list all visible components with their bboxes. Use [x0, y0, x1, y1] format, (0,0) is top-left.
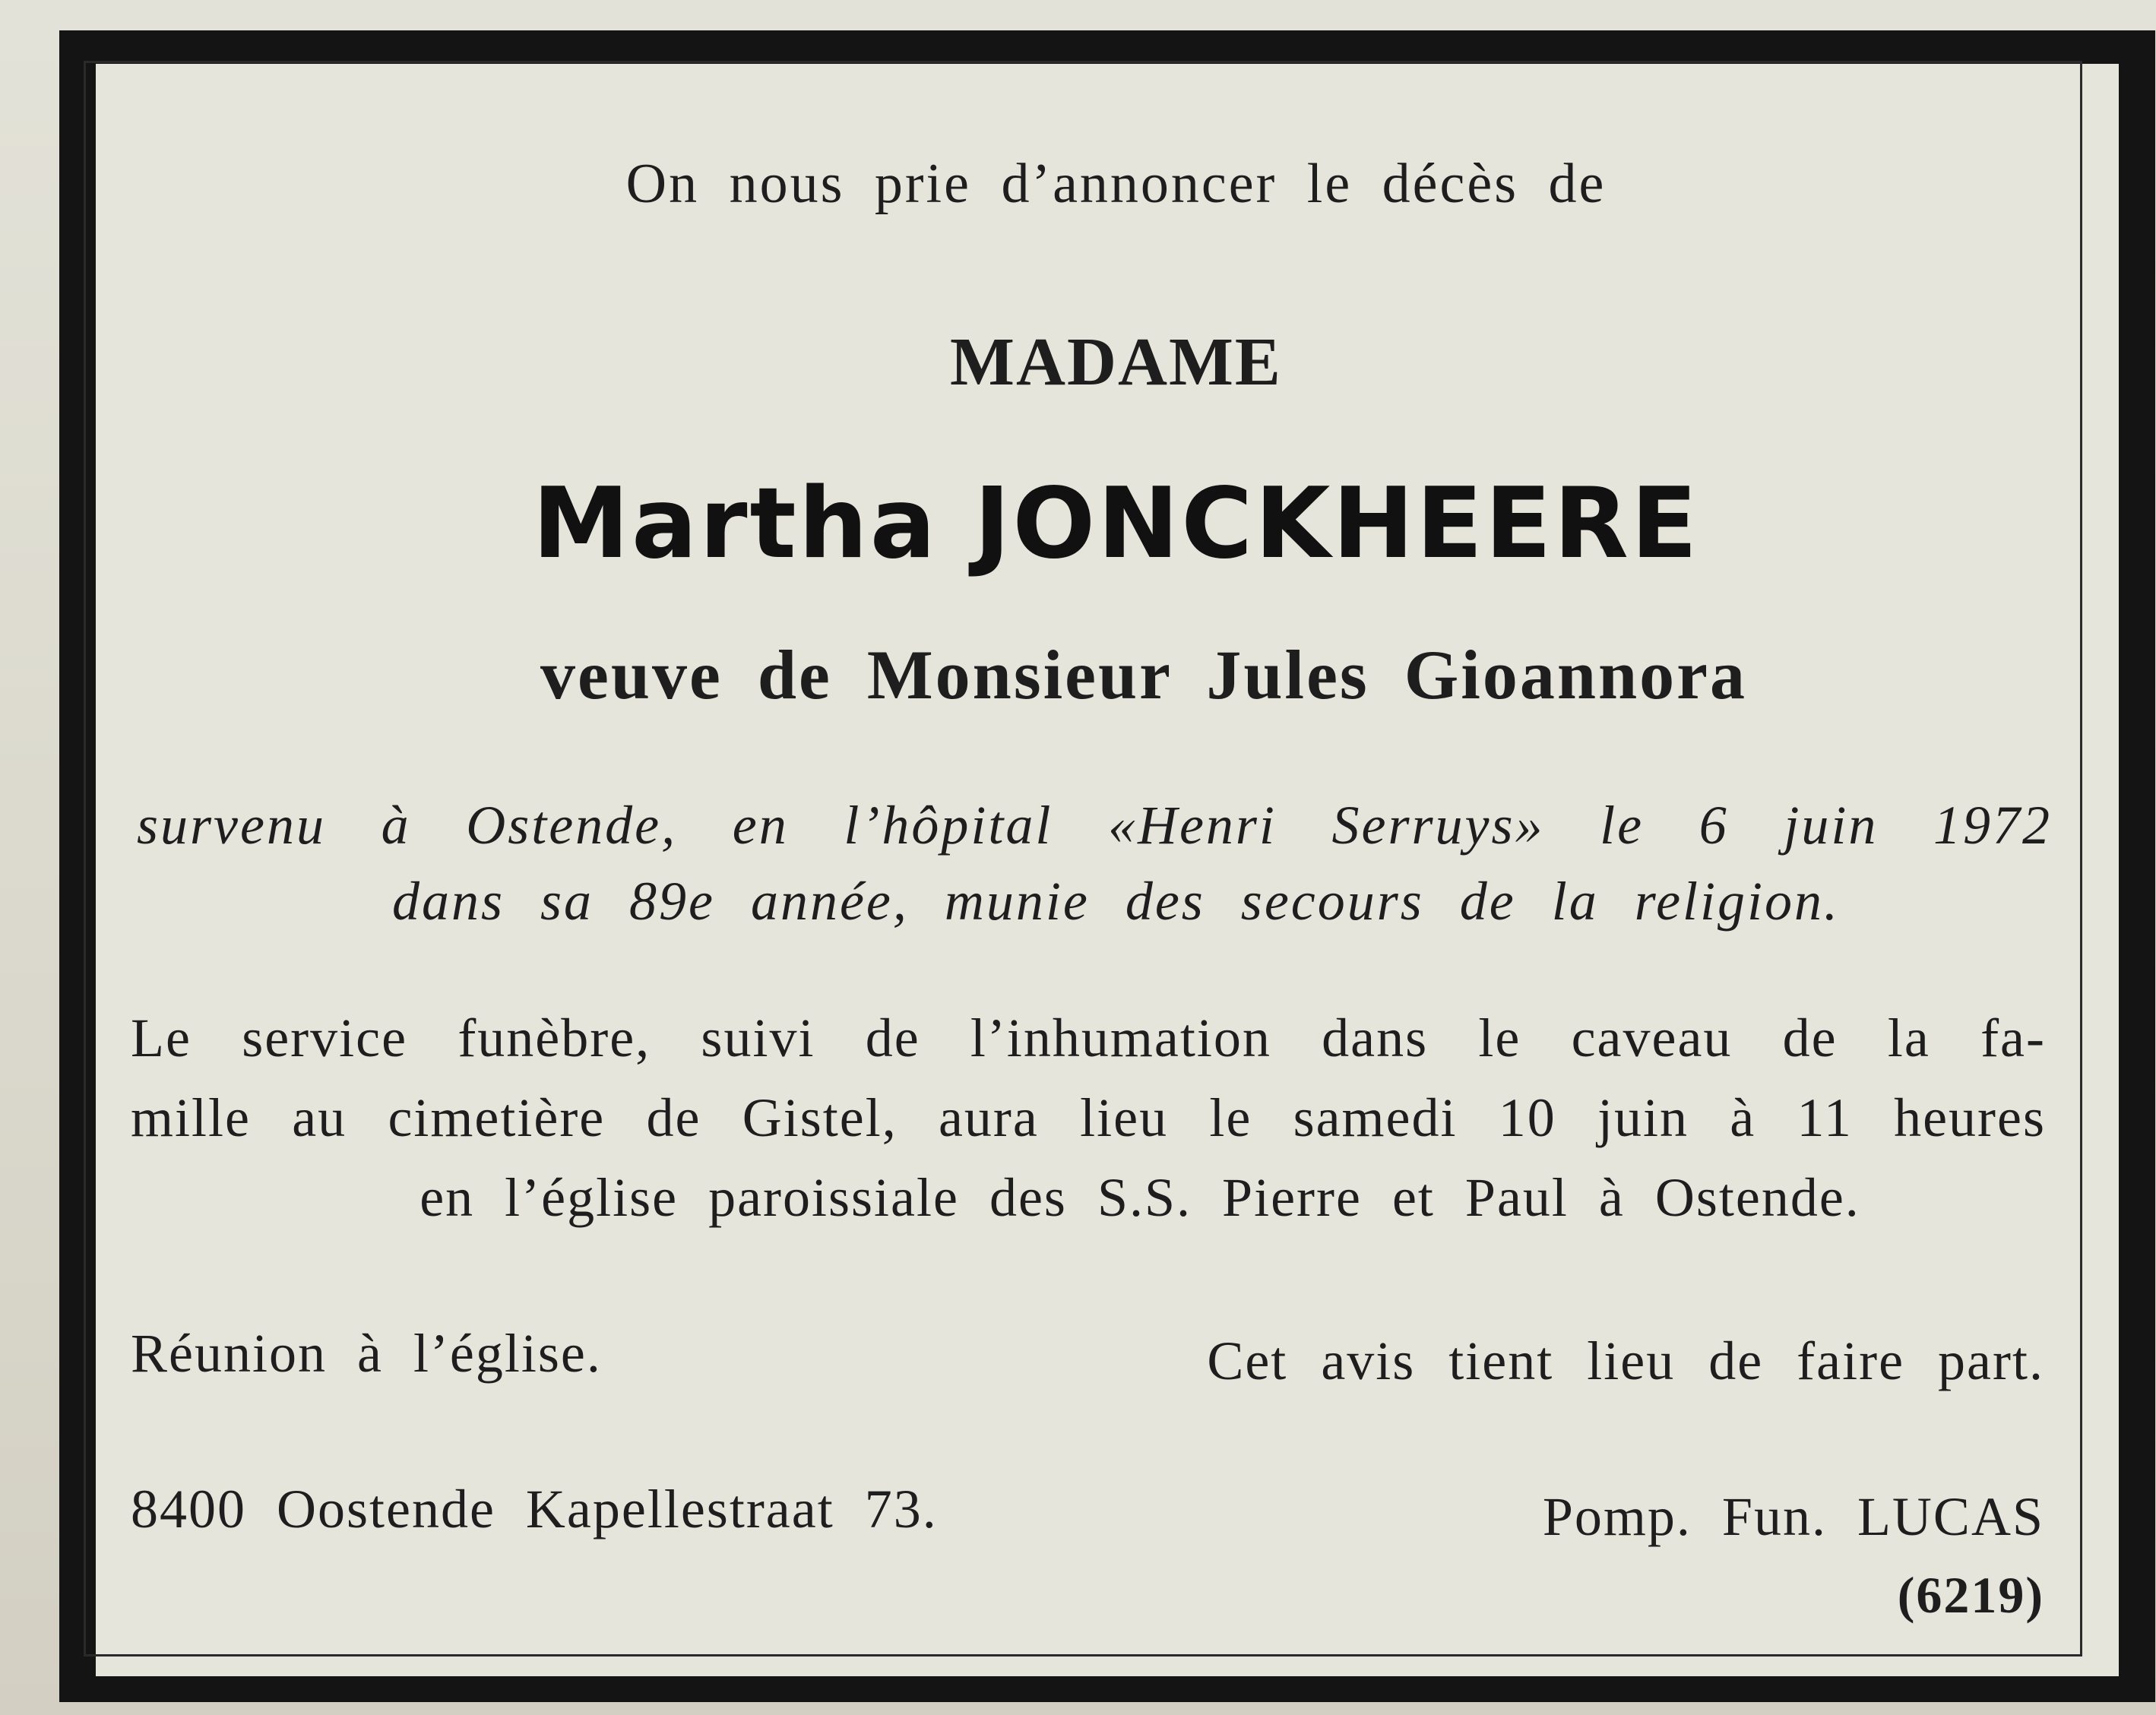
- service-line-1: Le service funèbre, suivi de l’inhumation dans le caveau de la fa-: [131, 1008, 2046, 1068]
- reference-number: (6219): [1897, 1566, 2044, 1624]
- widow-of-text: veuve de Monsieur Jules Gioannora: [540, 636, 1748, 714]
- intro-text: On nous prie d’annoncer le décès de: [625, 153, 1607, 215]
- address-text: 8400 Oostende Kapellestraat 73.: [131, 1479, 938, 1539]
- meeting-note: Réunion à l’église.: [131, 1323, 602, 1384]
- death-details-line-2: dans sa 89e année, munie des secours de la religion.: [391, 871, 1841, 932]
- service-line-2: mille au cimetière de Gistel, aura lieu le samedi 10 juin à 11 heures: [131, 1087, 2046, 1148]
- notice-note: Cet avis tient lieu de faire part.: [1207, 1331, 2044, 1391]
- mourning-border-frame: [59, 30, 2155, 1702]
- death-details-line-1: survenu à Ostende, en l’hôpital «Henri Serruys» le 6 juin 1972: [137, 795, 2052, 856]
- undertaker-text: Pomp. Fun. LUCAS: [1542, 1486, 2044, 1547]
- title-text: MADAME: [950, 324, 1282, 400]
- service-line-3: en l’église paroissiale des S.S. Pierre et Paul à Ostende.: [419, 1167, 1860, 1228]
- deceased-name: Martha JONCKHEERE: [532, 467, 1700, 581]
